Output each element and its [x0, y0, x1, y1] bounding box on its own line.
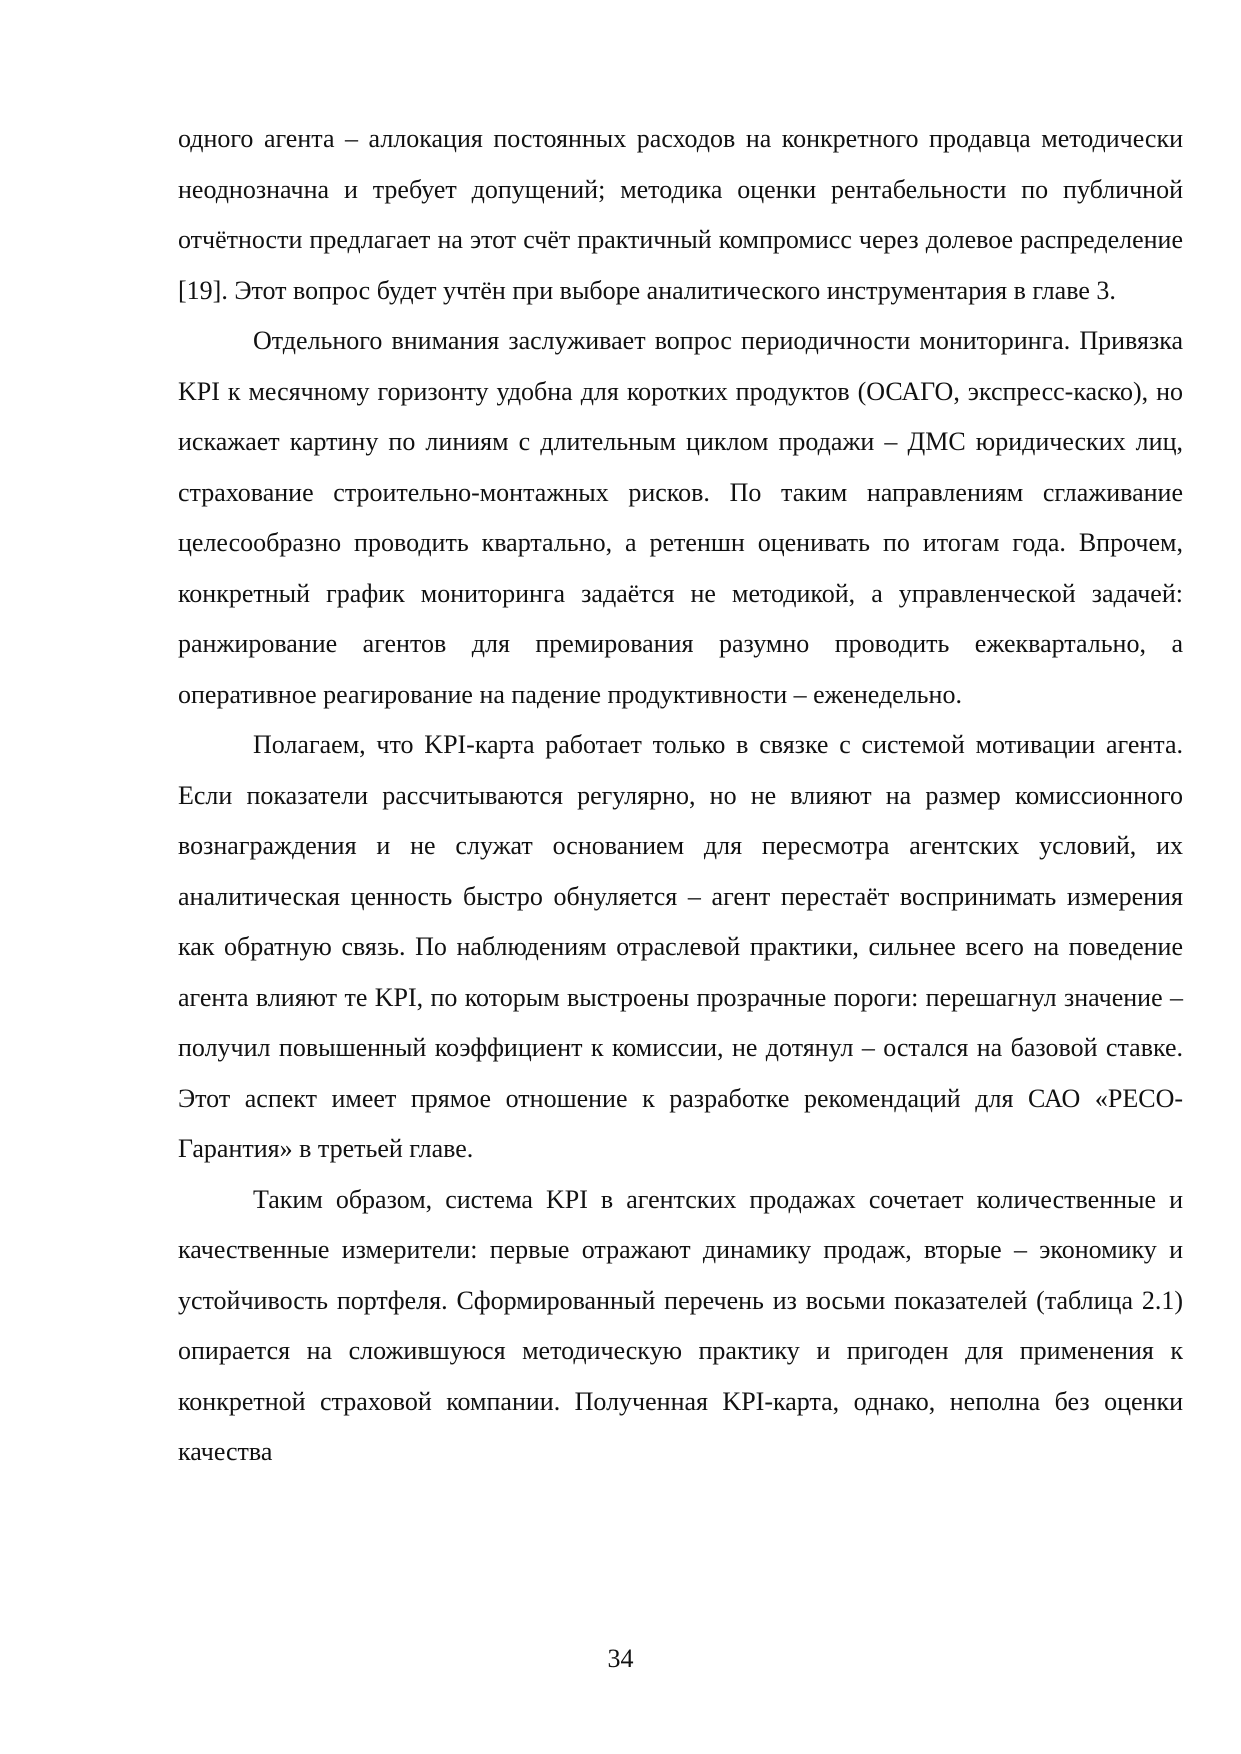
body-text — [178, 114, 1183, 1478]
paragraph-conclusion: Таким образом, система KPI в агентских продажах сочетает количественные и качественные измерители: первые отражают динамику продаж, вторые – экономику и устойчивость портфеля. Сформированный перечень из восьми показателей (таблица 2.1) опирается на сложившуюся методическую практику и пригоден для применения к конкретной страховой компании. Полученная KPI-карта, однако, неполна без оценки качества — [178, 1184, 1183, 1466]
paragraph-monitoring-periodicity: Отдельного внимания заслуживает вопрос периодичности мониторинга. Привязка KPI к месячному горизонту удобна для коротких продуктов (ОСАГО, экспресс-каско), но искажает картину по линиям с длительным циклом продажи – ДМС юридических лиц, страхование строительно-монтажных рисков. По таким направлениям сглаживание целесообразно проводить квартально, а ретеншн оценивать по итогам года. Впрочем, конкретный график мониторинга задаётся не методикой, а управленческой задачей: ранжирование агентов для премирования разумно проводить ежеквартально, а оперативное реагирование на падение продуктивности – еженедельно. — [178, 326, 1183, 709]
page-number: 34 — [607, 1644, 634, 1673]
paragraph-kpi-motivation: Полагаем, что KPI-карта работает только в связке с системой мотивации агента. Если показатели рассчитываются регулярно, но не влияют на размер комиссионного вознаграждения и не служат основанием для пересмотра агентских условий, их аналитическая ценность быстро обнуляется – агент перестаёт воспринимать измерения как обратную связь. По наблюдениям отраслевой практики, сильнее всего на поведение агента влияют те KPI, по которым выстроены прозрачные пороги: перешагнул значение – получил повышенный коэффициент к комиссии, не дотянул – остался на базовой ставке. Этот аспект имеет прямое отношение к разработке рекомендаций для САО «РЕСО-Гарантия» в третьей главе. — [178, 730, 1183, 1163]
paragraph-continued: одного агента – аллокация постоянных расходов на конкретного продавца методически неоднозначна и требует допущений; методика оценки рентабельности по публичной отчётности предлагает на этот счёт практичный компромисс через долевое распределение [19]. Этот вопрос будет учтён при выборе аналитического инструментария в главе 3. — [178, 124, 1183, 305]
